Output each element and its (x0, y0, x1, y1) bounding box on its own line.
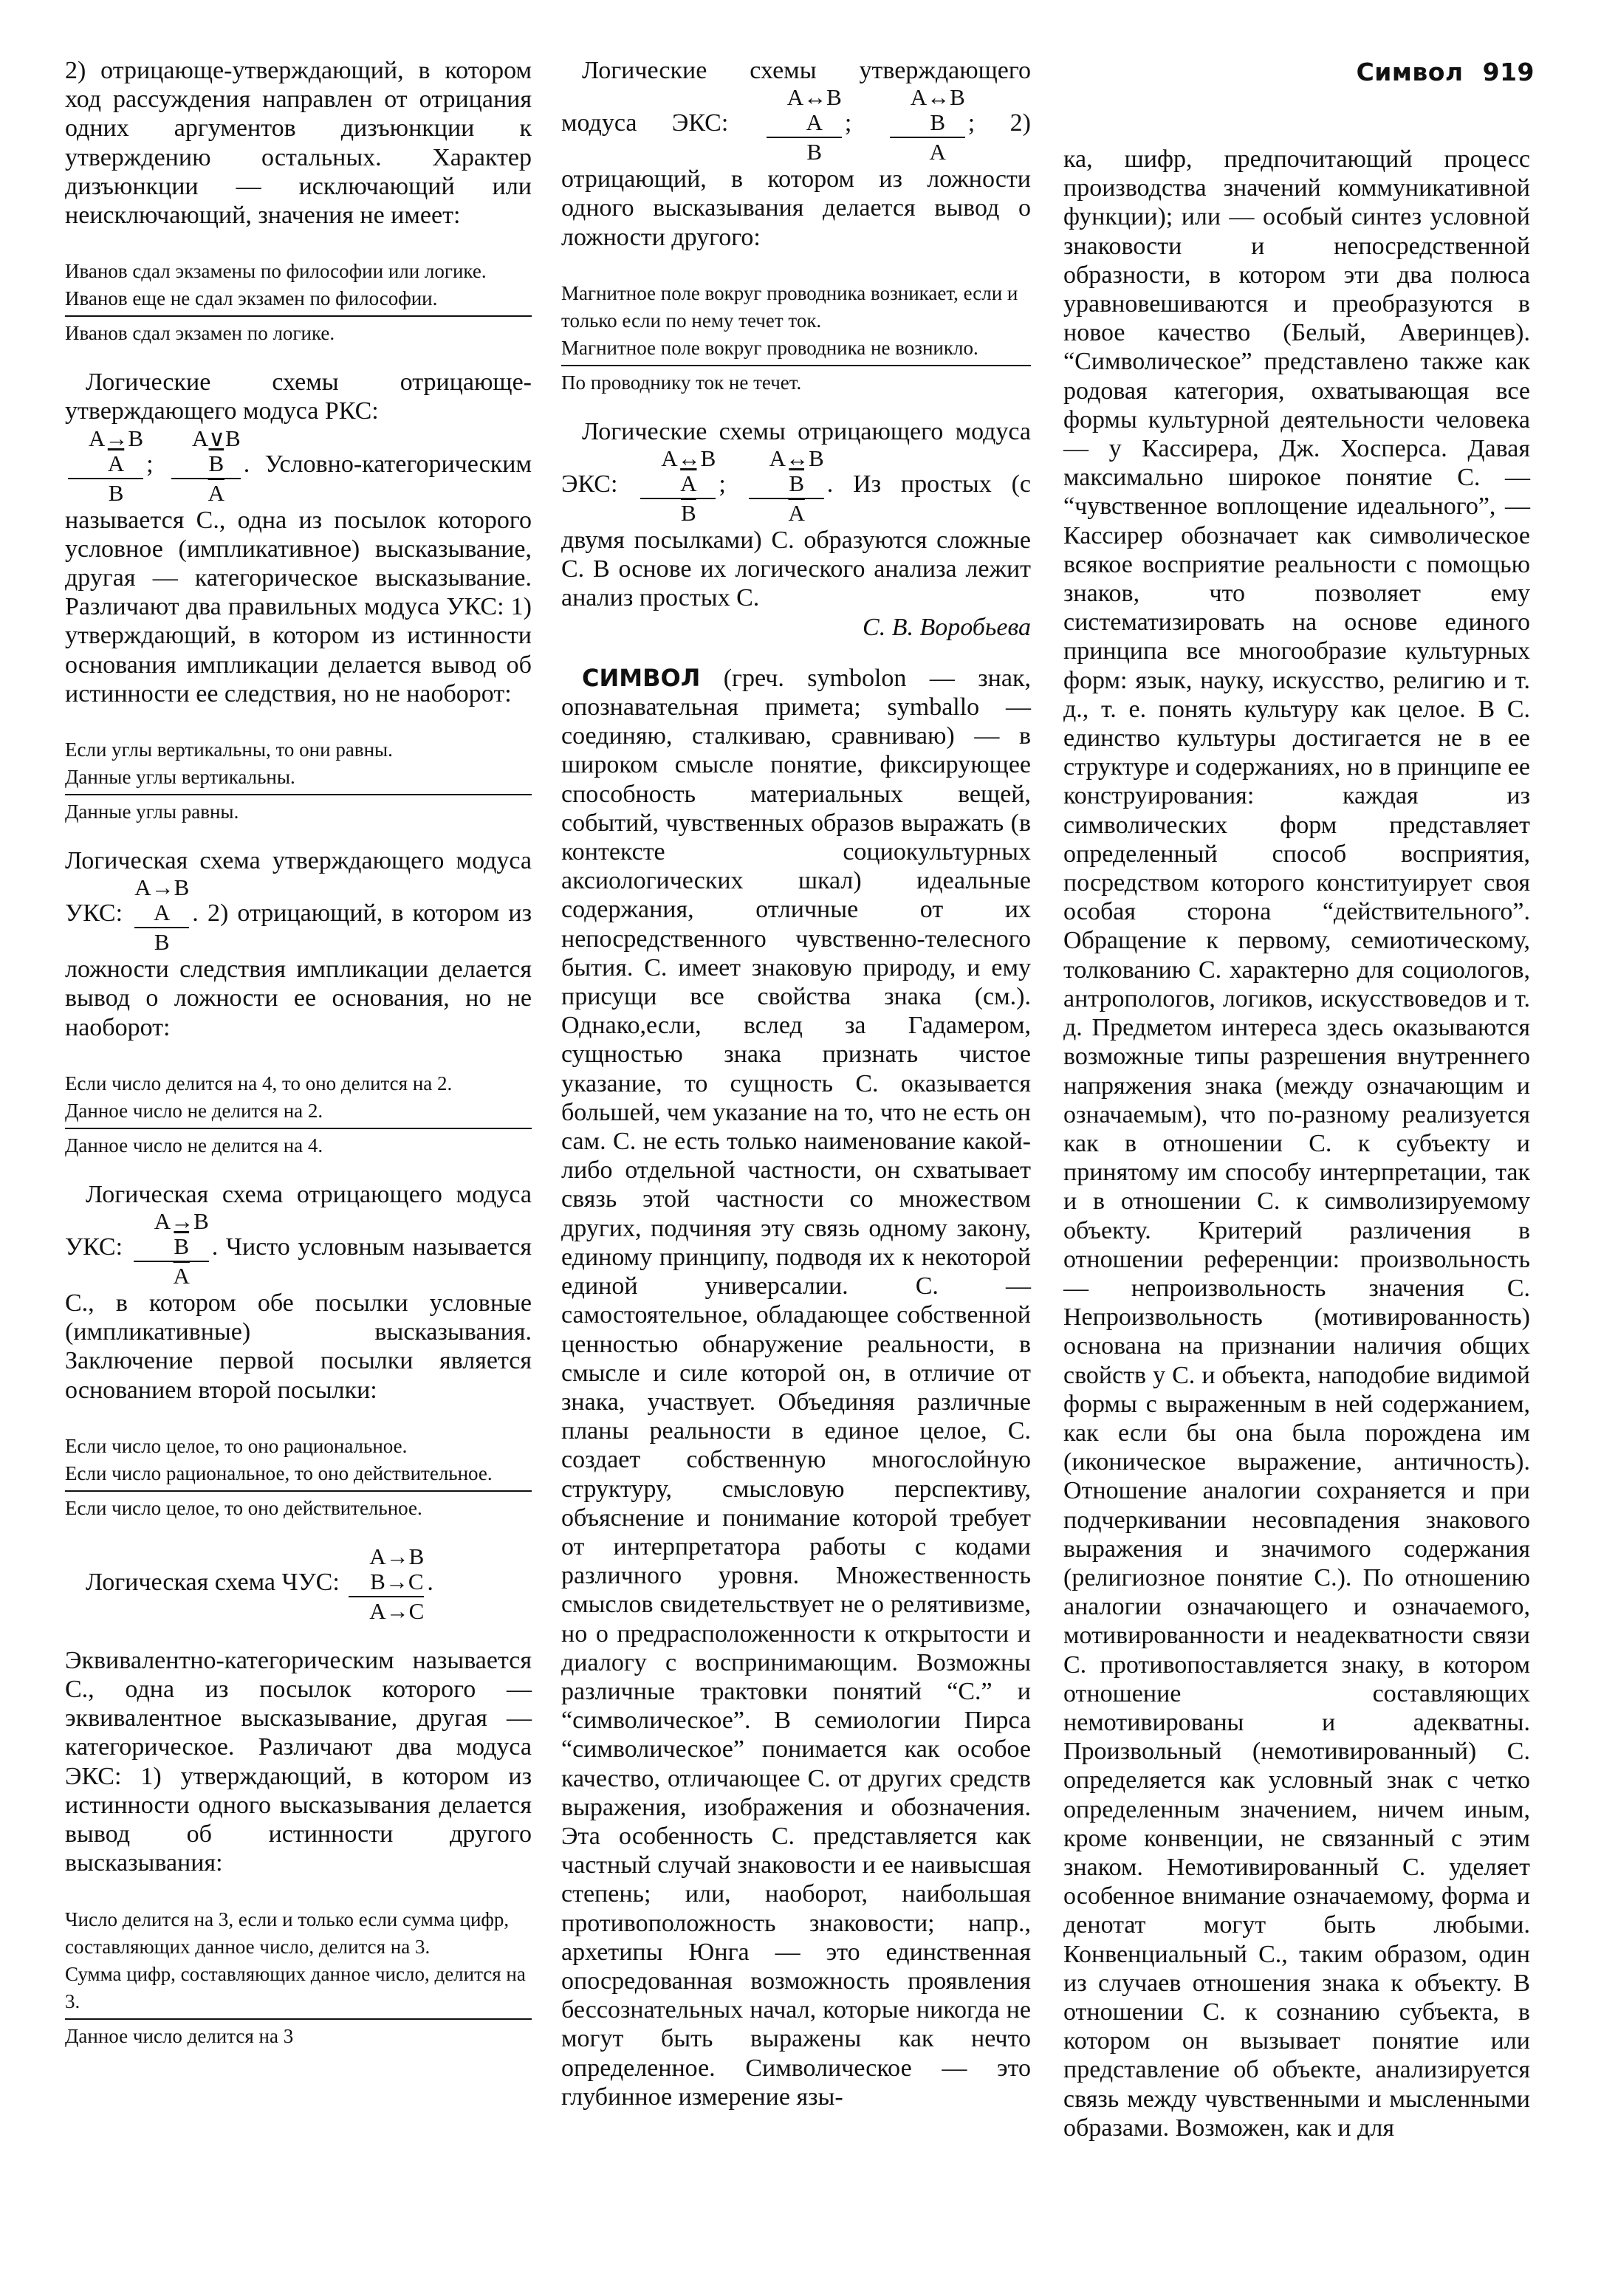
paragraph-text: . Чисто условным называется С., в котором обе посылки условные (импликативные) высказывания. Заключение первой посылки является основанием второй посылки: (65, 1233, 532, 1404)
formula-line: A↔B (786, 84, 842, 111)
formula (749, 446, 824, 526)
paragraph: Логическая схема ЧУС: A→B B→C A→C . (86, 1543, 433, 1624)
formula (134, 1209, 209, 1289)
formula-line: $\overline{A}$ (788, 500, 805, 527)
formula-line: $\overline{A}$ (680, 470, 697, 497)
header-title: Символ (1356, 58, 1464, 86)
paragraph-text: Логическая схема отрицающего модуса УКС: (65, 1180, 532, 1261)
column-3 (1063, 145, 1530, 2142)
premise: Данные углы вертикальны. (65, 766, 295, 789)
conclusion: Данное число делится на 3 (65, 2024, 294, 2047)
conclusion: Данные углы равны. (65, 801, 239, 823)
paragraph: Эквивалентно-категорическим называется С., одна из посылок которого — эквивалентное высказывание, другая — категорическое. Различают два модуса ЭКС: 1) утверждающий, в котором из истинности одного высказывания делается вывод об истинности другого высказывания: (65, 1646, 532, 1877)
paragraph-text: Логические схемы утверждающего модуса ЭКС: (561, 57, 1031, 137)
syllogism-example (65, 1906, 532, 2050)
page-number: 919 (1482, 58, 1535, 86)
formula (767, 85, 842, 165)
premise: Магнитное поле вокруг проводника не возникло. (561, 336, 978, 359)
entry-paragraph (561, 664, 1031, 2111)
conclusion: Иванов сдал экзамен по логике. (65, 322, 335, 345)
paragraph (65, 846, 532, 1042)
syllogism-example (65, 1070, 532, 1159)
formula-line: $\overline{B}$ (174, 1233, 190, 1260)
formula-line: A→C (369, 1597, 425, 1624)
paragraph: Логические схемы отрицающе-утверждающего модуса РКС: A→B $\overline{A}$ B ; A∨B $\overline{B}$ $\overline{A}$ . Условно-категорическим называется С., одна из посылок которого условное (импликативное) высказывание, другая — категорическое высказывание. Различают два правильных модуса УКС: 1) утверждающий, в котором из истинности основания импликации делается вывод об истинности ее следствия, но не наоборот: (65, 369, 532, 707)
syllogism-example (561, 280, 1031, 397)
paragraph-text: (греч. symbolon — знак, опознавательная примета; symballo — соединяю, сталкиваю, сравниваю) — в широком смысле понятие, фиксирующее способность материальных вещей, событий, чувственных образов выражать (в контексте социокультурных аксиологических шкал) идеальные содержания, отличные от их непосредственного чувственно-телесного бытия. С. имеет знаковую природу, и ему присущи все свойства знака (см.). Однако,если, вслед за Гадамером, сущностью знака признать чистое указание, то сущность С. оказывается большей, чем указание на то, что не есть он сам. С. не есть только наименование какой-либо отдельной частности, он схватывает связь этой частности со множеством других, подчиняя эту связь одному закону, единому принципу, подводя их к некоторой единой универсалии. С. — самостоятельное, обладающее собственной ценностью обнаружение реальности, в смысле и силе которой он, в отличие от знака, участвует. Объединяя различные планы реальности в единое целое, С. создает собственную многослойную структуру, смысловую перспективу, объяснение и понимание которой требует от интерпретатора работы с кодами различного уровня. Множественность смыслов свидетельствует не о релятивизме, но о предрасположенности к открытости и диалогу с воспринимающим. Возможны различные трактовки понятий “С.” и “символическое”. В семиологии Пирса “символическое” понимается как особое качество, отличающее С. от других средств выражения, изображения и обозначения. Эта особенность С. представляется как частный случай знаковости и ее наивысшая степень; или, наоборот, наибольшая противоположность знаковости; напр., архетипы Юнга — это единственная опосредованная возможность проявления бессознательных начал, которые никогда не могут быть выражены как нечто определенное. Символическое — это глубинное измерение язы- (561, 664, 1031, 2111)
spacer (561, 642, 1031, 664)
paragraph-text: Логическая схема ЧУС: (86, 1568, 340, 1596)
inference-line (65, 2018, 532, 2020)
syllogism-example (65, 1433, 532, 1522)
inference-line (65, 315, 532, 317)
paragraph (65, 1180, 532, 1405)
paragraph-text: . 2) отрицающий, в котором из ложности следствия импликации делается вывод о ложности ее основания, но не наоборот: (65, 899, 532, 1041)
premise: Иванов сдал экзамены по философии или логике. (65, 260, 487, 283)
formula-line: $\overline{B}$ (789, 470, 805, 497)
inference-line (65, 794, 532, 795)
paragraph: ка, шифр, предпочитающий процесс производства значений коммуникативной функции); или — особый синтез условной знаковости и непосредственной образности, в котором эти два полюса уравновешиваются и преобразуются в новое качество (Белый, Аверинцев). “Символическое” представлено также как родовая категория, охватывающая все формы культурной деятельности человека — у Кассирера, Дж. Хосперса. Давая максимально широкое понятие С. — “чувственное воплощение идеального”, — Кассирер обозначает как символическое всякое восприятие реальности с помощью знаков, что позволяет ему систематизировать на основе единого принципа все многообразие культурных форм: язык, науку, искусство, религию и т. д., т. е. понять культуру как целое. В С. единство культуры достигается не в ее структуре и содержаниях, но в принципе ее конструирования: каждая из символических форм представляет определенный способ восприятия, посредством которого конституирует своя особая сторона “действительного”. Обращение к первому, семиотическому, толкованию С. характерно для социологов, антропологов, логиков, искусствоведов и т. д. Предметом интереса здесь оказываются возможные типы разрешения внутреннего напряжения знака (между означающим и означаемым), что по-разному реализуется как в отношении С. к субъекту и принятому им способу интерпретации, так и в отношении С. к символизируемому объекту. Критерий различения в отношении референции: произвольность — непроизвольность значения С. Непроизвольность (мотивированность) основана на признании наличия общих свойств у С. и объекта, наподобие видимой формы с выраженным в ней содержанием, как если бы она была порождена им (иконическое выражение, античность). Отношение аналогии сохраняется и при подчеркивании несовпадения знакового выражения и значимого содержания (религиозное понятие С.). По отношению аналогии означающего и означаемого, мотивированности и неадекватности связи С. противопоставляется знаку, в котором отношение составляющих немотивированы и адекватны. Произвольный (немотивированный) С. определяется как условный знак с четко определенным значением, ничем иным, кроме конвенции, не связанный с этим знаком. Немотивированный С. уделяет особенное внимание означаемому, форма и денотат могут быть любыми. Конвенциальный С., таким образом, один из случаев отношения знака к объекту. В отношении С. к сознанию субъекта, в котором он вызывает понятие или представление об объекте, анализируется связь между чувственными и мысленными образами. Возможен, как и для (1063, 145, 1530, 2142)
entry-term: СИМВОЛ (582, 663, 701, 692)
formula (640, 446, 716, 526)
inference-line (65, 1128, 532, 1129)
inference-line (561, 365, 1031, 366)
formula-line: $\overline{A}$ (107, 450, 125, 476)
author-signature: С. В. Воробьева (863, 613, 1031, 641)
formula-bar (749, 498, 824, 499)
paragraph: Логические схемы отрицающего модуса ЭКС: A↔B $\overline{A}$ $\overline{B}$ ; A↔B $\overline{B}$ $\overline{A}$ . Из простых (с двумя посылками) С. образуются сложные С. В основе их логического анализа лежит анализ простых С. (561, 417, 1032, 612)
formula-line: $\overline{A}$ (208, 479, 224, 506)
premise: Если число целое, то оно рациональное. (65, 1434, 408, 1457)
formula-line: $\overline{A}$ (173, 1263, 190, 1289)
formula-bar (68, 478, 143, 479)
formula-line: A (929, 139, 946, 165)
formula-line: A (154, 899, 171, 926)
paragraph-text: Логические схемы отрицающе-утверждающего модуса РКС: (65, 369, 532, 425)
formula-line: A (806, 109, 823, 136)
syllogism-example (65, 258, 532, 347)
premise: Магнитное поле вокруг проводника возникает, если и только если по нему течет ток. (561, 281, 1018, 332)
formula-line: $\overline{B}$ (680, 500, 696, 527)
formula-line: B (930, 109, 946, 136)
premise: Если число делится на 4, то оно делится на 2. (65, 1072, 453, 1094)
formula-line: B→C (370, 1568, 424, 1594)
formula-line: A→B (89, 425, 144, 451)
paragraph-text: Логическая схема утверждающего модуса УКС: (65, 847, 532, 928)
premise: Число делится на 3, если и только если сумма цифр, составляющих данное число, делится на 3. (65, 1908, 510, 1958)
paragraph: Логические схемы утверждающего модуса ЭКС: A↔B A B ; A↔B B A ; 2) отрицающий, в котором из ложности одного высказывания делается вывод о ложности другого: (561, 57, 1031, 251)
column-1 (65, 56, 532, 2071)
premise: Иванов еще не сдал экзамен по философии. (65, 287, 438, 310)
formula-bar (640, 498, 716, 499)
formula-line: A→B (134, 874, 190, 901)
formula (349, 1544, 424, 1624)
formula-bar (171, 478, 241, 479)
formula-line: B (108, 479, 124, 506)
formula-line: A→B (154, 1208, 209, 1235)
formula (68, 426, 143, 506)
syllogism-example (65, 736, 532, 826)
formula-bar (134, 927, 189, 928)
paragraph-text: ; 2) отрицающий, в котором из ложности одного высказывания делается вывод о ложности другого: (561, 109, 1031, 251)
formula-line: A→B (369, 1543, 425, 1569)
formula-line: A↔B (769, 445, 824, 472)
formula-line: B (154, 929, 170, 956)
premise: Если число рациональное, то оно действительное. (65, 1461, 493, 1484)
conclusion: Данное число не делится на 4. (65, 1134, 323, 1156)
formula (134, 875, 189, 955)
premise: Если углы вертикальны, то они равны. (65, 739, 393, 761)
formula-line: A↔B (661, 445, 716, 472)
formula (890, 85, 965, 165)
paragraph-text: Логические схемы отрицающего модуса ЭКС: (561, 417, 1031, 498)
formula-line: A↔B (910, 84, 965, 111)
formula-bar (349, 1596, 424, 1597)
formula (171, 426, 241, 506)
paragraph-text: . Условно-категорическим называется С., одна из посылок которого условное (импликативное) высказывание, другая — категорическое высказывание. Различают два правильных модуса УКС: 1) утверждающий, в котором из истинности основания импликации делается вывод об истинности ее следствия, но не наоборот: (65, 450, 532, 707)
formula-bar (890, 137, 965, 138)
formula-bar (767, 137, 842, 138)
conclusion: Если число целое, то оно действительное. (65, 1496, 422, 1519)
column-2 (561, 56, 1031, 2111)
premise: Сумма цифр, составляющих данное число, делится на 3. (65, 1962, 526, 2012)
inference-line (65, 1490, 532, 1492)
formula-line: A∨B (191, 425, 241, 451)
paragraph-text: . Из простых (с двумя посылками) С. образуются сложные С. В основе их логического анализа лежит анализ простых С. (561, 470, 1032, 612)
formula-bar (134, 1261, 209, 1262)
premise: Данное число не делится на 2. (65, 1099, 323, 1122)
formula-line: $\overline{B}$ (208, 450, 224, 476)
running-header (1357, 58, 1535, 86)
paragraph: 2) отрицающе-утверждающий, в котором ход рассуждения направлен от отрицания одних аргументов дизъюнкции к утверждению остальных. Характер дизъюнкции — исключающий или неисключающий, значения не имеет: (65, 57, 532, 230)
formula-line: B (806, 139, 823, 165)
conclusion: По проводнику ток не течет. (561, 371, 802, 394)
